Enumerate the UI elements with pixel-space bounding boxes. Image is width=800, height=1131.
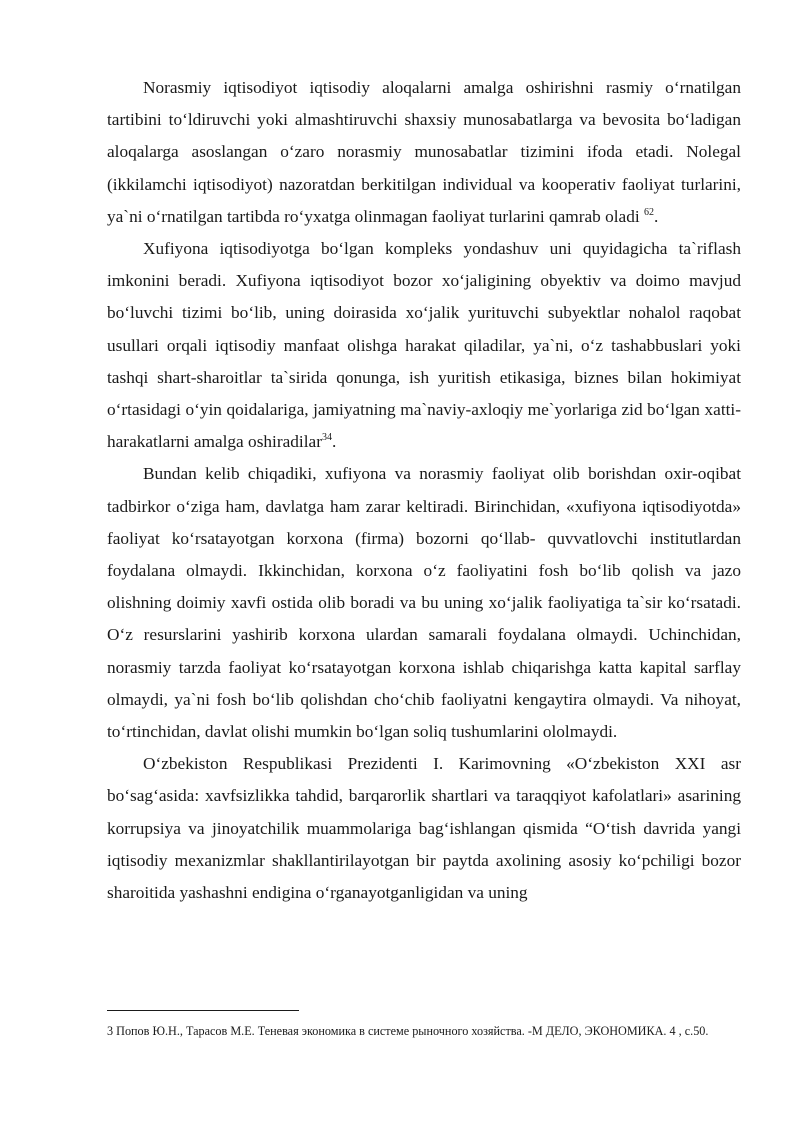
paragraph-tail: . [331,432,337,452]
paragraph-text: Bundan kelib chiqadiki, xufiyona va norasmiy faoliyat olib borishdan oxir-oqibat tadbirkor oʻziga ham, davlatga ham zarar keltiradi. Birinchidan, «xufiyona iqtisodiyotda» faoliyat koʻrsatayotgan korxona (firma) bozorni qoʻllab- quvvatlovchi institutlardan foydalana olmaydi. Ikkinchidan, korxona oʻz faoliyatini fosh boʻlib qolish va jazo olishning doimiy xavfi ostida olib boradi va bu uning xoʻjalik faoliyatiga ta`sir koʻrsatadi. Oʻz resurslarini yashirib korxona ulardan samarali foydalana olmaydi. Uchinchidan, norasmiy tarzda faoliyat koʻrsatayotgan korxona ishlab chiqarishga katta kapital sarflay olmaydi, ya`ni fosh boʻlib qolishdan choʻchib faoliyatni kengaytira olmaydi. Va nihoyat, toʻrtinchidan, davlat olishi mumkin boʻlgan soliq tushumlarini ololmaydi. [107,464,741,742]
footnote-divider [107,1010,299,1011]
paragraph-consequences [107,458,741,748]
paragraph-text: Norasmiy iqtisodiyot iqtisodiy aloqalarni amalga oshirishni rasmiy oʻrnatilgan tartibini toʻldiruvchi yoki almashtiruvchi shaxsiy munosabatlarga va bevosita boʻladigan aloqalarga asoslangan oʻzaro norasmiy munosabatlar tizimini ifoda etadi. Nolegal (ikkilamchi iqtisodiyot) nazoratdan berkitilgan individual va kooperativ faoliyat turlarini, ya`ni oʻrnatilgan tartibda roʻyxatga olinmagan faoliyat turlarini qamrab oladi [107,78,741,226]
paragraph-karimov-quote [107,748,741,909]
document-body [107,72,741,909]
paragraph-text: Oʻzbekiston Respublikasi Prezidenti I. Karimovning «Oʻzbekiston XXI asr boʻsagʻasida: xavfsizlikka tahdid, barqarorlik shartlari va taraqqiyot kafolatlari» asarining korrupsiya va jinoyatchilik muammolariga bagʻishlangan qismida “Oʻtish davrida yangi iqtisodiy mexanizmlar shakllantirilayotgan bir paytda axolining asosiy koʻpchiligi bozor sharoitida yashashni endigina oʻrganayotganligidan va uning [107,754,741,903]
paragraph-tail: . [653,206,659,226]
footnote: 3 Попов Ю.Н., Тарасов М.Е. Теневая экономика в системе рыночного хозяйства. -М ДЕЛО, ЭКОНОМИКА. 4 , с.50. [107,1024,709,1038]
paragraph-text: Xufiyona iqtisodiyotga boʻlgan kompleks yondashuv uni quyidagicha ta`riflash imkonini beradi. Xufiyona iqtisodiyot bozor xoʻjaligining obyektiv va doimo mavjud boʻluvchi tizimi boʻlib, uning doirasida xoʻjalik yurituvchi subyektlar nohalol raqobat usullari orqali iqtisodiy manfaat olishga harakat qiladilar, ya`ni, oʻz tashabbuslari yoki tashqi shart-sharoitlar ta`sirida qonunga, ish yuritish etikasiga, biznes bilan hokimiyat oʻrtasidagi oʻyin qoidalariga, jamiyatning ma`naviy-axloqiy me`yorlariga zid boʻlgan xatti-harakatlarni amalga oshiradilar [107,239,741,452]
paragraph-informal-economy [107,72,741,233]
footnote-reference: 34 [321,432,332,444]
footnote-reference: 62 [643,207,654,219]
paragraph-shadow-economy [107,233,741,458]
